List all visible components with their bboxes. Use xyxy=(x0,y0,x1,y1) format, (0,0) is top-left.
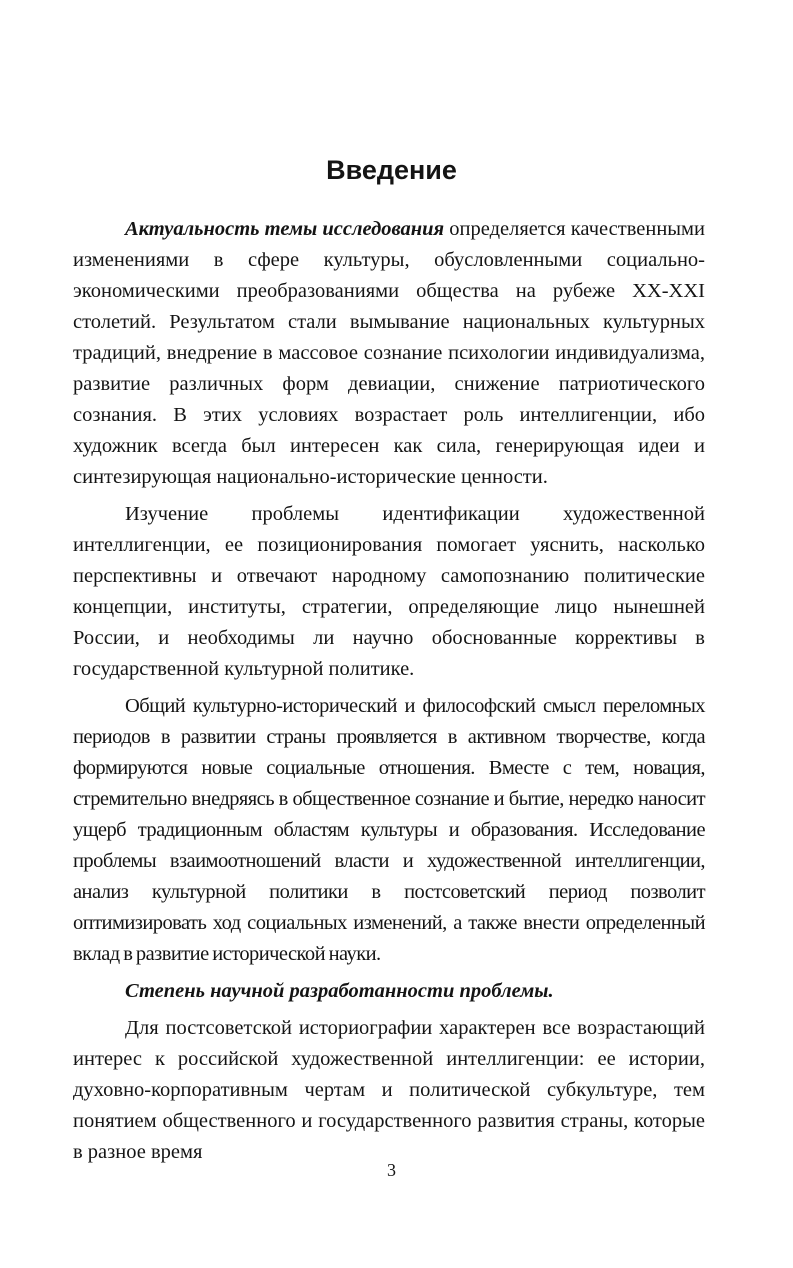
paragraph-identification xyxy=(73,499,705,685)
relevance-text: определяется качественными изменениями в сфере культуры, обусловленными социально-экономическими преобразованиями общества на рубеже XX-XXI столетий. Результатом стали вымывание национальных культурных традиций, внедрение в массовое сознание психологии индивидуализма, развитие различных форм девиации, снижение патриотического сознания. В этих условиях возрастает роль интеллигенции, ибо художник всегда был интересен как сила, генерирующая идеи и синтезирующая национально-исторические ценности. xyxy=(73,218,706,488)
identification-text: Изучение проблемы идентификации художественной интеллигенции, ее позиционирования помогает уяснить, насколько перспективны и отвечают народному самопознанию политические концепции, институты, стратегии, определяющие лицо нынешней России, и необходимы ли научно обоснованные коррективы в государственной культурной политике. xyxy=(73,503,705,680)
paragraph-historical-meaning xyxy=(73,691,705,970)
page-number: 3 xyxy=(387,1160,396,1180)
paragraph-relevance xyxy=(73,214,705,493)
historiography-text: Для постсоветской историографии характерен все возрастающий интерес к российской художественной интеллигенции: ее истории, духовно-корпоративным чертам и политической субкультуре, тем понятием общественного и государственного развития страны, которые в разное время xyxy=(73,1017,705,1163)
historical-meaning-text: Общий культурно-исторический и философский смысл переломных периодов в развитии страны проявляется в активном творчестве, когда формируются новые социальные отношения. Вместе с тем, новация, стремительно внедряясь в общественное сознание и бытие, нередко наносит ущерб традиционным областям культуры и образования. Исследование проблемы взаимоотношений власти и художественной интеллигенции, анализ культурной политики в постсоветский период позволит оптимизировать ход социальных изменений, а также внести определенный вклад в развитие исторической науки. xyxy=(73,695,705,965)
paragraph-historiography xyxy=(73,1013,705,1168)
research-degree-heading: Степень научной разработанности проблемы. xyxy=(125,980,554,1002)
body-text xyxy=(73,214,705,1168)
relevance-heading: Актуальность темы исследования xyxy=(125,218,445,240)
paragraph-research-degree xyxy=(73,976,705,1007)
page-title: Введение xyxy=(326,155,457,185)
